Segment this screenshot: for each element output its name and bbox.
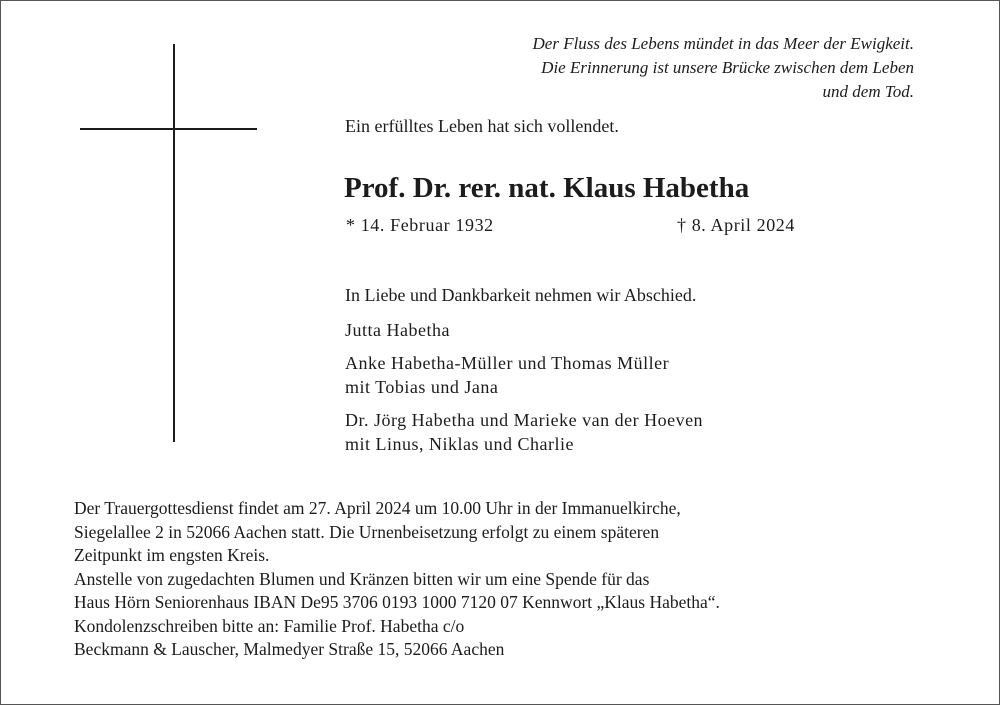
mourner-line: Anke Habetha-Müller und Thomas Müller	[345, 353, 670, 373]
mourners-list	[345, 318, 703, 465]
service-line: Der Trauergottesdienst findet am 27. April 2024 um 10.00 Uhr in der Immanuelkirche,	[74, 498, 681, 518]
service-line: Siegelallee 2 in 52066 Aachen statt. Die Urnenbeisetzung erfolgt zu einem späteren	[74, 521, 660, 542]
mourner-line: mit Tobias und Jana	[345, 377, 499, 397]
condolence-line: Kondolenzschreiben bitte an: Familie Prof. Habetha c/o	[74, 615, 465, 636]
mourner-entry	[345, 351, 703, 399]
mourner-line: Dr. Jörg Habetha und Marieke van der Hoeven	[345, 410, 704, 430]
donation-line: Anstelle von zugedachten Blumen und Kränzen bitten wir um eine Spende für das	[74, 568, 650, 589]
deceased-name: Prof. Dr. rer. nat. Klaus Habetha	[344, 172, 750, 204]
mourner-line: mit Linus, Niklas und Charlie	[345, 434, 574, 454]
quote-line: Die Erinnerung ist unsere Brücke zwischen dem Leben	[541, 58, 914, 77]
death-date: † 8. April 2024	[677, 215, 796, 235]
service-line: Zeitpunkt im engsten Kreis.	[74, 545, 270, 565]
service-information	[74, 497, 720, 662]
memorial-quote	[414, 32, 914, 104]
mourner-line: Jutta Habetha	[345, 320, 450, 340]
intro-text: Ein erfülltes Leben hat sich vollendet.	[345, 116, 619, 136]
quote-line: und dem Tod.	[822, 82, 914, 101]
mourner-entry	[345, 318, 703, 342]
donation-line: Haus Hörn Seniorenhaus IBAN De95 3706 0193 1000 7120 07 Kennwort „Klaus Habetha“.	[74, 592, 720, 612]
quote-line: Der Fluss des Lebens mündet in das Meer der Ewigkeit.	[532, 34, 914, 53]
birth-date: * 14. Februar 1932	[346, 215, 494, 235]
farewell-text: In Liebe und Dankbarkeit nehmen wir Abschied.	[345, 285, 697, 305]
cross-vertical-bar	[173, 44, 175, 442]
condolence-line: Beckmann & Lauscher, Malmedyer Straße 15, 52066 Aachen	[74, 639, 505, 659]
cross-horizontal-bar	[80, 128, 257, 130]
mourner-entry	[345, 408, 703, 456]
